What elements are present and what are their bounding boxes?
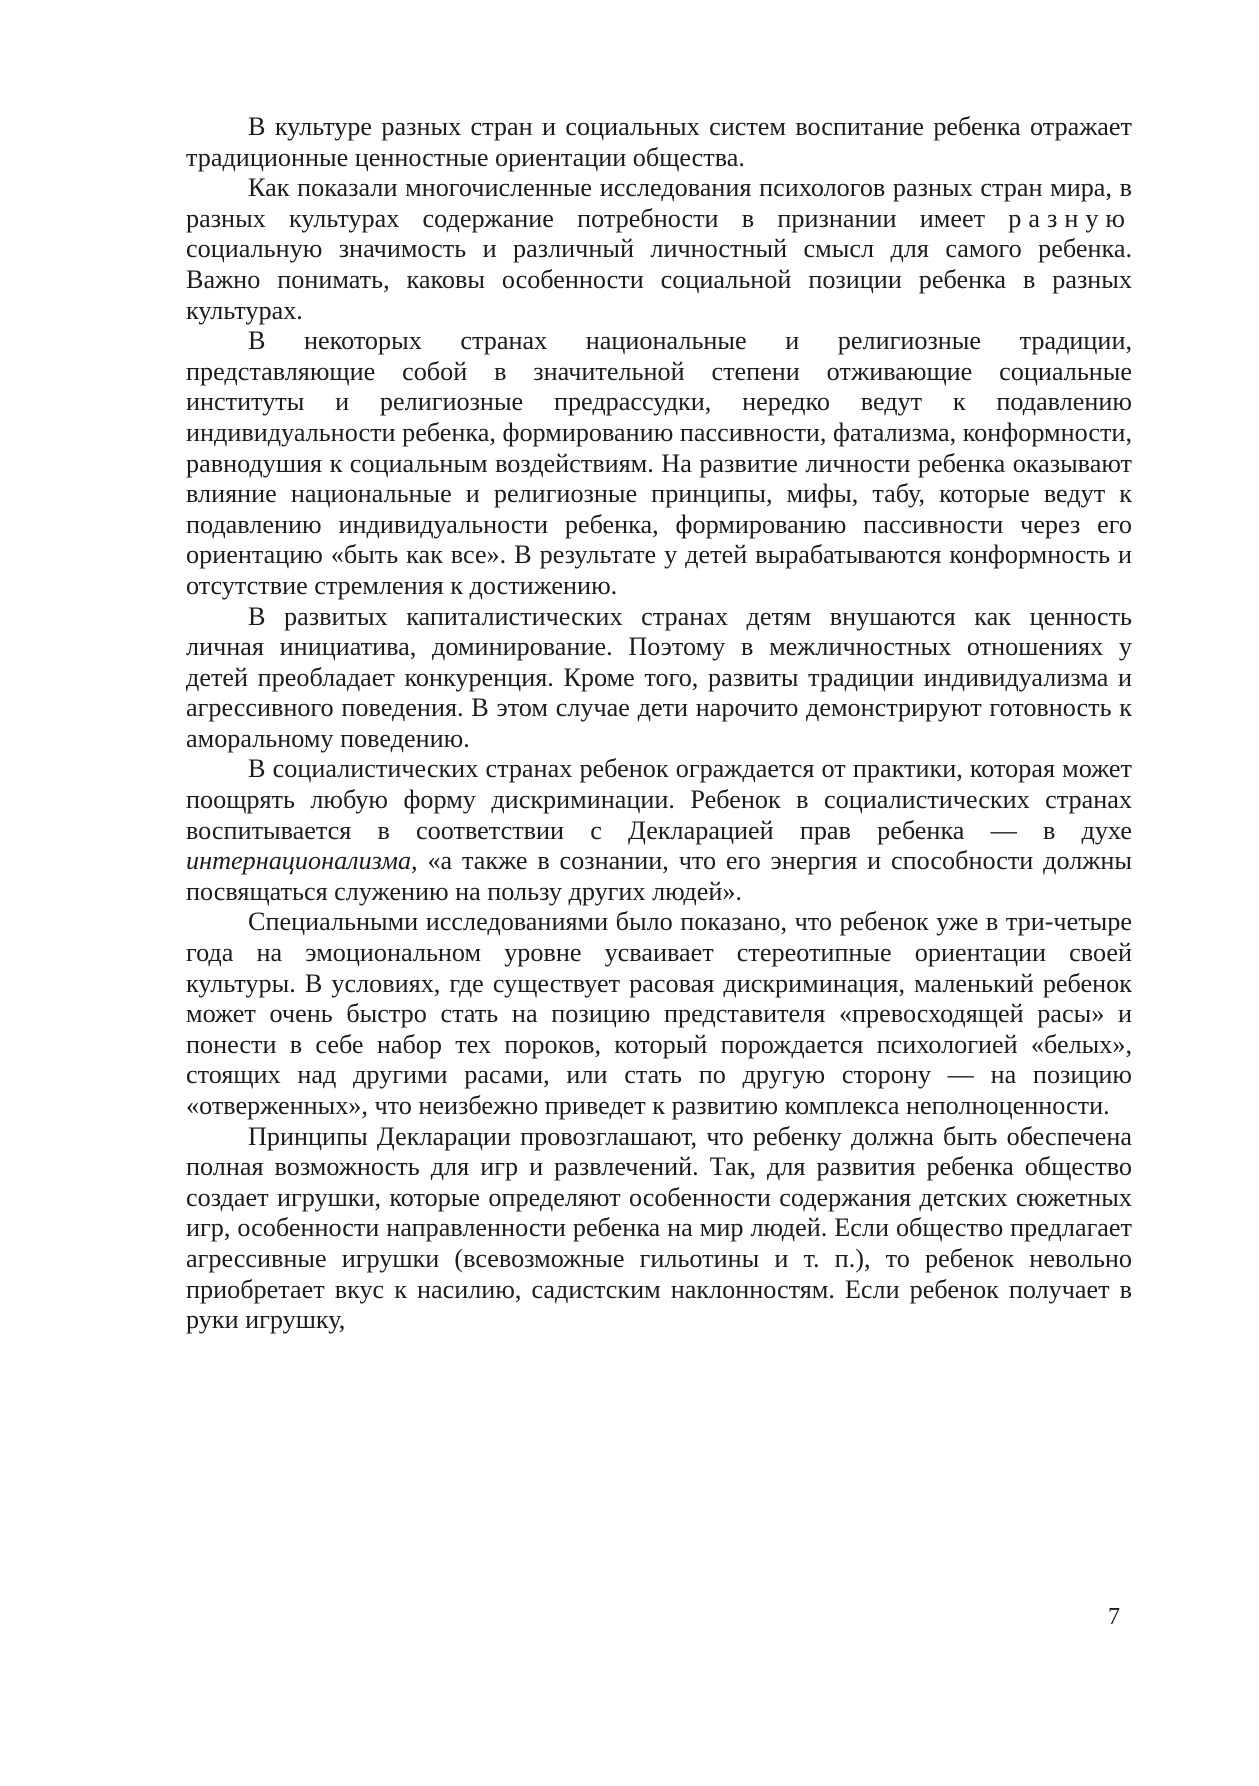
page-number: 7	[1108, 1604, 1120, 1630]
paragraph-2: Как показали многочисленные исследования психологов разных стран мира, в разных культурах содержание потребности в признании имеет разную социальную значимость и различный личностный смысл для самого ребенка. Важно понимать, каковы особенности социальной позиции ребенка в разных культурах.	[186, 173, 1132, 325]
paragraph-4: В развитых капиталистических странах детям внушаются как ценность личная инициатива, доминирование. Поэтому в межличностных отношениях у детей преобладает конкуренция. Кроме того, развиты традиции индивидуализма и агрессивного поведения. В этом случае дети нарочито демонстрируют готовность к аморальному поведению.	[186, 601, 1132, 753]
paragraph-5: В социалистических странах ребенок ограждается от практики, которая может поощрять любую форму дискриминации. Ребенок в социалистических странах воспитывается в соответствии с Декларацией прав ребенка — в духе интернационализма, «а также в сознании, что его энергия и способности должны посвящаться служению на пользу других людей».	[186, 754, 1132, 906]
page-body	[186, 112, 1132, 1336]
paragraph-1: В культуре разных стран и социальных систем воспитание ребенка отражает традиционные ценностные ориентации общества.	[186, 112, 1132, 172]
paragraph-3: В некоторых странах национальные и религиозные традиции, представляющие собой в значительной степени отживающие социальные институты и религиозные предрассудки, нередко ведут к подавлению индивидуальности ребенка, формированию пассивности, фатализма, конформности, равнодушия к социальным воздействиям. На развитие личности ребенка оказывают влияние национальные и религиозные принципы, мифы, табу, которые ведут к подавлению индивидуальности ребенка, формированию пассивности через его ориентацию «быть как все». В результате у детей вырабатываются конформность и отсутствие стремления к достижению.	[186, 326, 1132, 600]
italic-term: интернационализма,	[186, 846, 418, 876]
spaced-word: разную	[1008, 203, 1132, 233]
paragraph-7: Принципы Декларации провозглашают, что ребенку должна быть обеспечена полная возможность для игр и развлечений. Так, для развития ребенка общество создает игрушки, которые определяют особенности содержания детских сюжетных игр, особенности направленности ребенка на мир людей. Если общество предлагает агрессивные игрушки (всевозможные гильотины и т. п.), то ребенок невольно приобретает вкус к насилию, садистским наклонностям. Если ребенок получает в руки игрушку,	[186, 1121, 1132, 1335]
paragraph-6: Специальными исследованиями было показано, что ребенок уже в три-четыре года на эмоциональном уровне усваивает стереотипные ориентации своей культуры. В условиях, где существует расовая дискриминация, маленький ребенок может очень быстро стать на позицию представителя «превосходящей расы» и понести в себе набор тех пороков, который порождается психологией «белых», стоящих над другими расами, или стать по другую сторону — на позицию «отверженных», что неизбежно приведет к развитию комплекса неполноценности.	[186, 907, 1132, 1120]
